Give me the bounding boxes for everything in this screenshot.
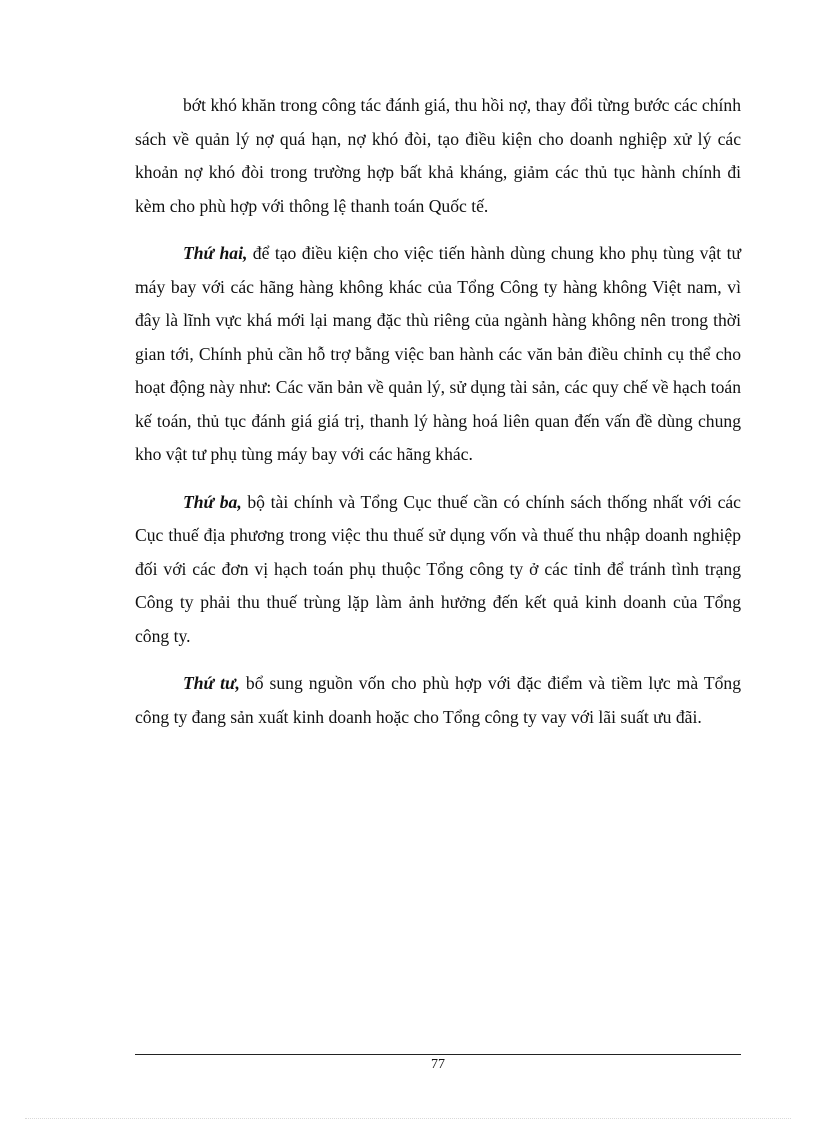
paragraph-4-text: bổ sung nguồn vốn cho phù hợp với đặc điểm và tiềm lực mà Tổng công ty đang sản xuất kinh doanh hoặc cho Tổng công ty vay với lãi suất ưu đãi. [135, 673, 741, 727]
paragraph-4-lead: Thứ tư, [183, 673, 240, 693]
footer-divider [135, 1054, 741, 1055]
paragraph-3 [135, 486, 741, 654]
page-bottom-border [25, 1118, 791, 1119]
body-text [135, 89, 741, 748]
paragraph-1-text: bớt khó khăn trong công tác đánh giá, thu hồi nợ, thay đổi từng bước các chính sách về quản lý nợ quá hạn, nợ khó đòi, tạo điều kiện cho doanh nghiệp xử lý các khoản nợ khó đòi trong trường hợp bất khả kháng, giảm các thủ tục hành chính đi kèm cho phù hợp với thông lệ thanh toán Quốc tế. [135, 95, 741, 216]
paragraph-3-lead: Thứ ba, [183, 491, 242, 512]
page-number: 77 [431, 1057, 445, 1072]
paragraph-2-text: để tạo điều kiện cho việc tiến hành dùng chung kho phụ tùng vật tư máy bay với các hãng hàng không khác của Tổng Công ty hàng không Việt nam, vì đây là lĩnh vực khá mới lại mang đặc thù riêng của ngành hàng không nên trong thời gian tới, Chính phủ cần hỗ trợ bằng việc ban hành các văn bản điều chỉnh cụ thể cho hoạt động này như: Các văn bản về quản lý, sử dụng tài sản, các quy chế về hạch toán kế toán, thủ tục đánh giá giá trị, thanh lý hàng hoá liên quan đến vấn đề dùng chung kho vật tư phụ tùng máy bay với các hãng khác. [135, 243, 741, 464]
paragraph-3-text: bộ tài chính và Tổng Cục thuế cần có chính sách thống nhất với các Cục thuế địa phương trong việc thu thuế sử dụng vốn và thuế thu nhập doanh nghiệp đối với các đơn vị hạch toán phụ thuộc Tổng công ty ở các tỉnh để tránh tình trạng Công ty phải thu thuế trùng lặp làm ảnh hưởng đến kết quả kinh doanh của Tổng công ty. [135, 491, 741, 646]
paragraph-1 [135, 89, 741, 223]
paragraph-2 [135, 237, 741, 472]
paragraph-4 [135, 667, 741, 734]
paragraph-2-lead: Thứ hai, [183, 243, 248, 263]
